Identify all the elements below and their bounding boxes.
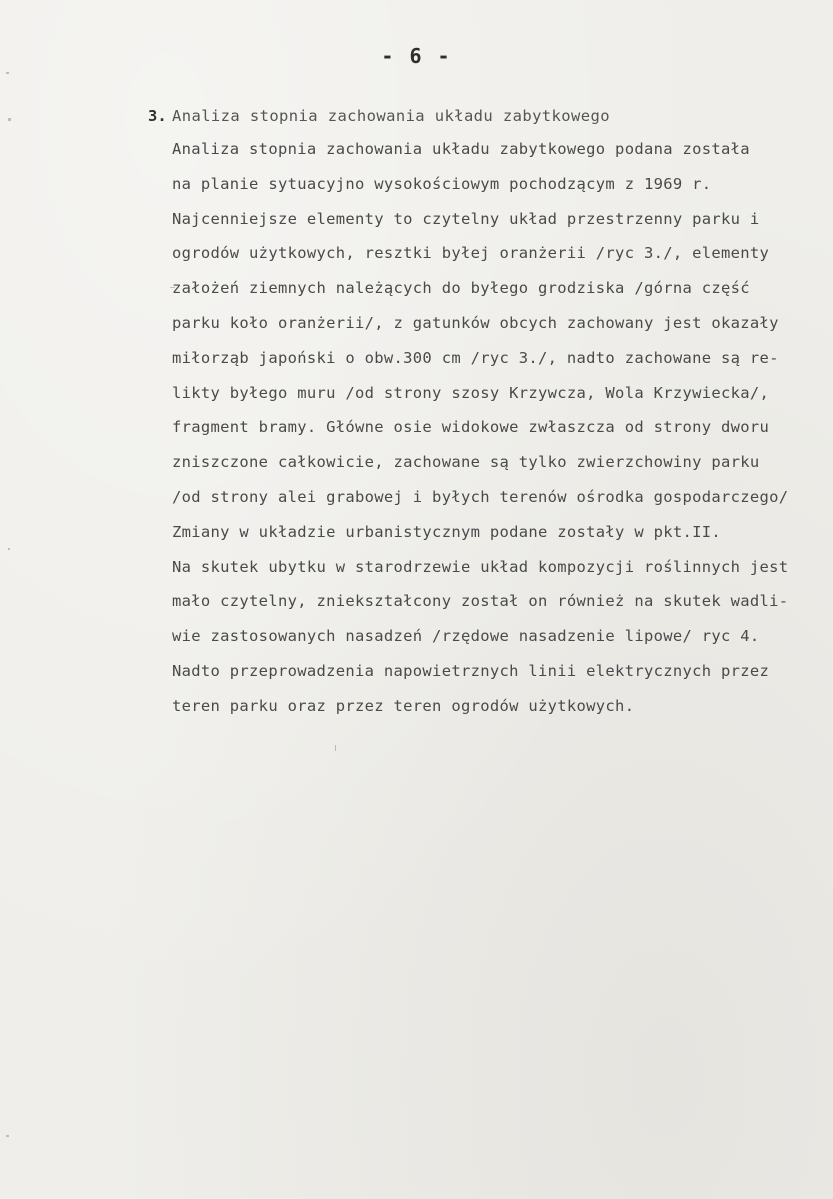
text-line: parku koło oranżerii/, z gatunków obcych zachowany jest okazały bbox=[172, 313, 779, 332]
text-line: Na skutek ubytku w starodrzewie układ kompozycji roślinnych jest bbox=[172, 557, 789, 576]
section-heading bbox=[148, 100, 828, 132]
margin-mark bbox=[6, 72, 9, 74]
margin-mark bbox=[335, 745, 336, 751]
margin-mark bbox=[8, 118, 11, 121]
text-line: teren parku oraz przez teren ogrodów użytkowych. bbox=[172, 696, 635, 715]
page-number: - 6 - bbox=[381, 44, 452, 68]
text-line: miłorząb japoński o obw.300 cm /ryc 3./, nadto zachowane są re- bbox=[172, 348, 779, 367]
text-line: zniszczone całkowicie, zachowane są tylko zwierzchowiny parku bbox=[172, 453, 760, 472]
text-line: ogrodów użytkowych, resztki byłej oranżerii /ryc 3./, elementy bbox=[172, 244, 770, 263]
text-line: Analiza stopnia zachowania układu zabytkowego podana została bbox=[172, 140, 750, 158]
text-line: założeń ziemnych należących do byłego grodziska /górna część bbox=[172, 279, 750, 298]
text-line: fragment bramy. Główne osie widokowe zwłaszcza od strony dworu bbox=[172, 418, 770, 437]
section-title: Analiza stopnia zachowania układu zabytkowego bbox=[172, 107, 610, 125]
margin-mark bbox=[8, 548, 10, 550]
section-body bbox=[172, 132, 828, 724]
text-line: likty byłego muru /od strony szosy Krzywcza, Wola Krzywiecka/, bbox=[172, 383, 770, 402]
section-3 bbox=[148, 100, 828, 724]
text-line: /od strony alei grabowej i byłych terenów ośrodka gospodarczego/ bbox=[172, 487, 789, 506]
margin-mark bbox=[6, 1135, 9, 1137]
text-line: na planie sytuacyjno wysokościowym pochodzącym z 1969 r. bbox=[172, 174, 712, 193]
text-line: wie zastosowanych nasadzeń /rzędowe nasadzenie lipowe/ ryc 4. bbox=[172, 627, 760, 646]
text-line: Najcenniejsze elementy to czytelny układ przestrzenny parku i bbox=[172, 209, 760, 228]
section-number: 3. bbox=[148, 107, 167, 125]
text-line: Zmiany w układzie urbanistycznym podane zostały w pkt.II. bbox=[172, 522, 722, 541]
text-line: mało czytelny, zniekształcony został on również na skutek wadli- bbox=[172, 592, 789, 611]
text-line: Nadto przeprowadzenia napowietrznych linii elektrycznych przez bbox=[172, 661, 770, 680]
